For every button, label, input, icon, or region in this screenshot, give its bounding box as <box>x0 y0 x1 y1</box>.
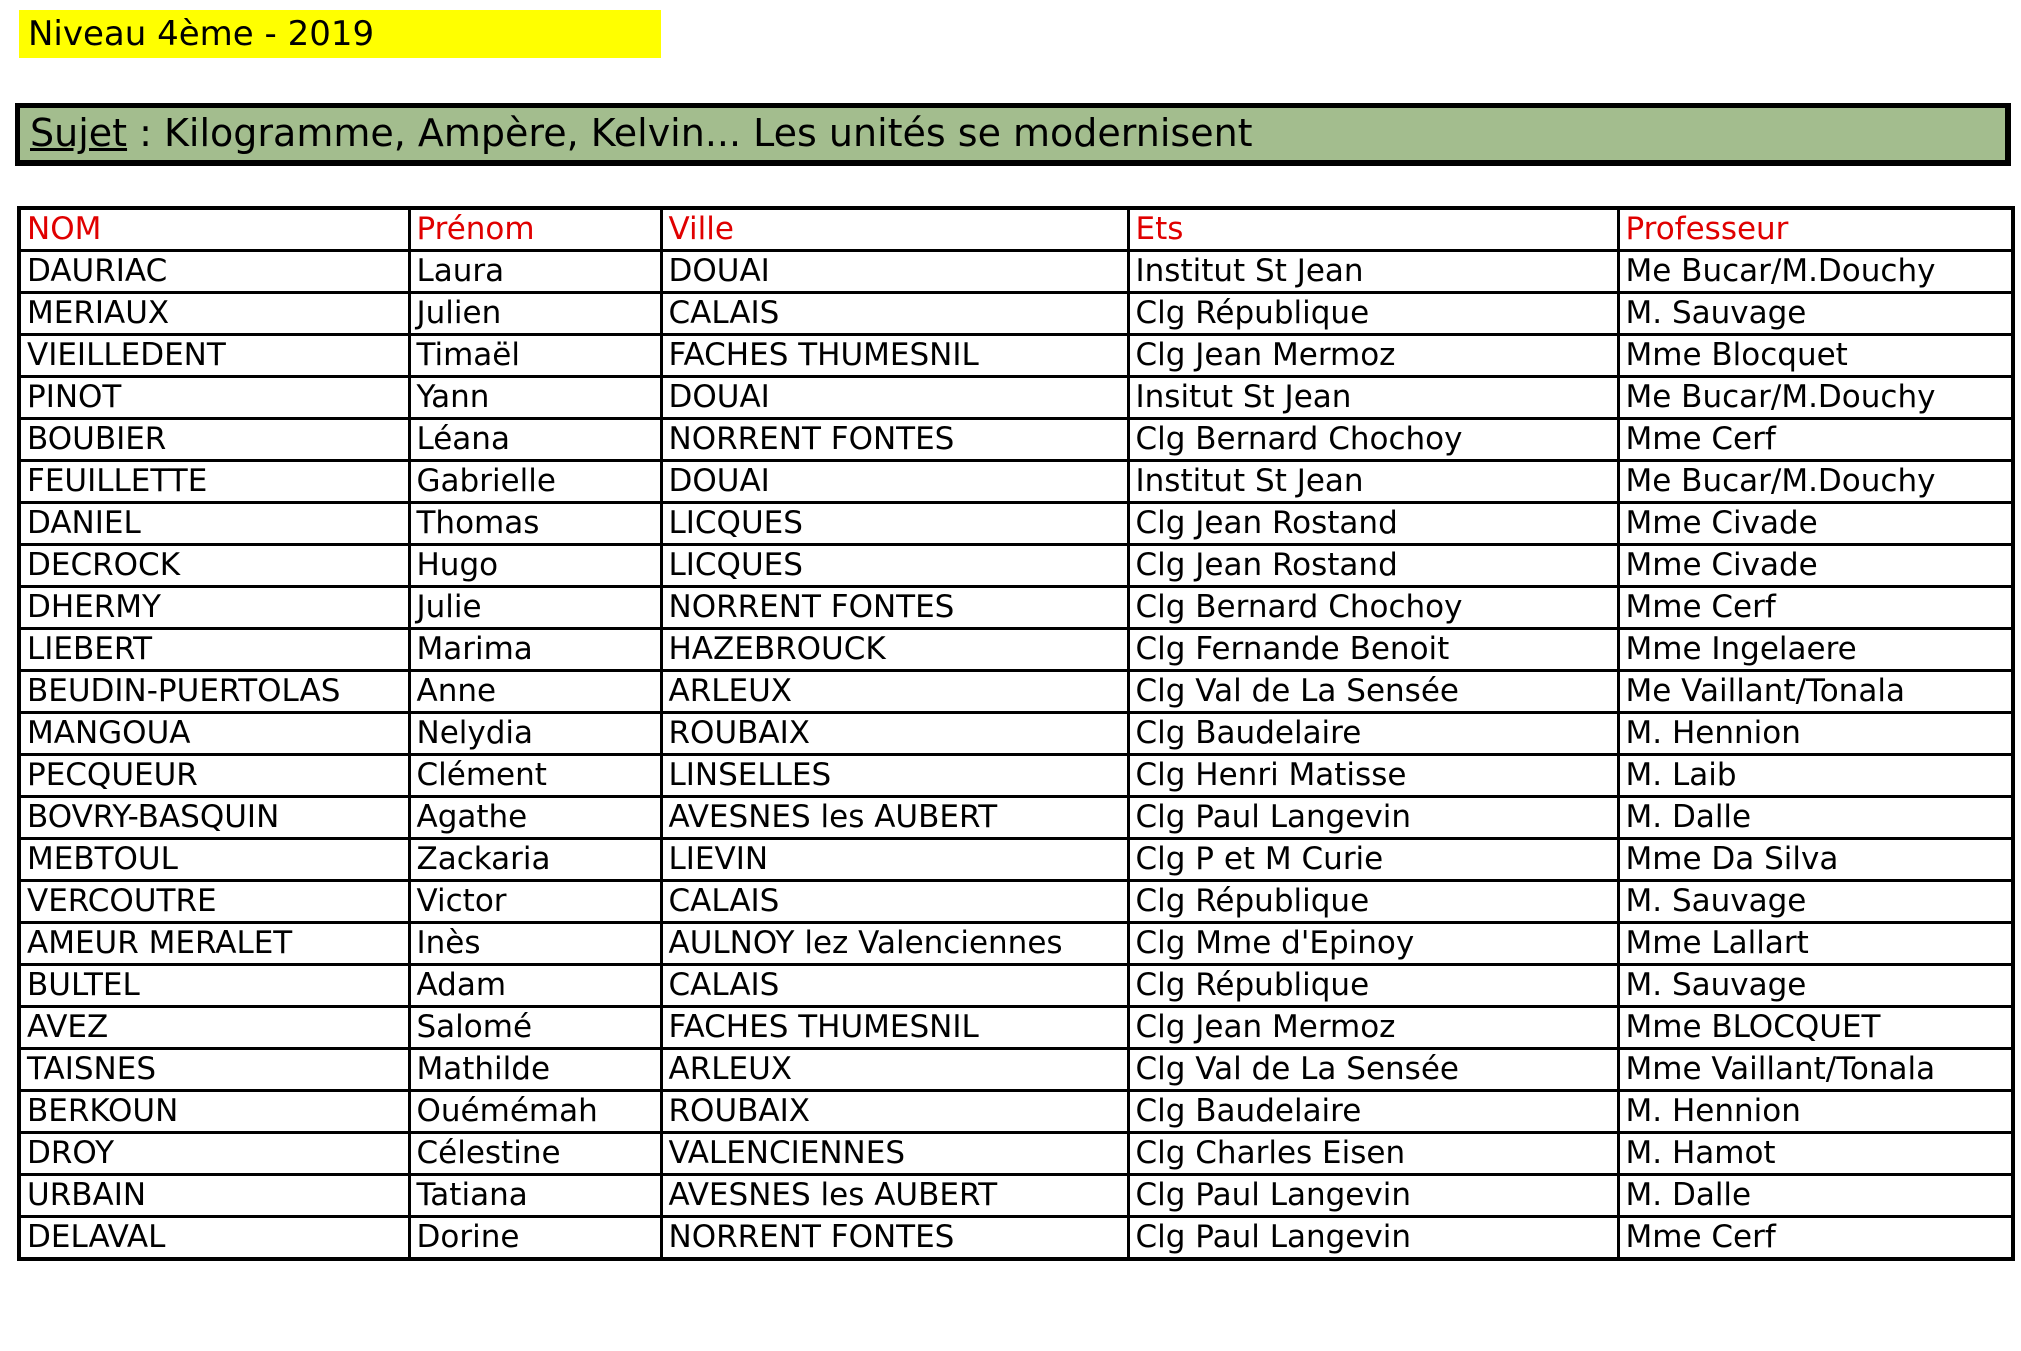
cell-ets: Insitut St Jean <box>1128 377 1618 419</box>
cell-prenom: Ouémémah <box>409 1091 661 1133</box>
cell-ets: Clg République <box>1128 881 1618 923</box>
table-row <box>19 1175 2013 1217</box>
cell-professeur: M. Hennion <box>1618 1091 2013 1133</box>
cell-prenom: Julien <box>409 293 661 335</box>
cell-professeur: Mme Civade <box>1618 503 2013 545</box>
subject-banner <box>15 103 2011 166</box>
cell-ets: Clg Paul Langevin <box>1128 1217 1618 1260</box>
table-header-row <box>19 208 2013 251</box>
cell-ets: Clg Jean Rostand <box>1128 545 1618 587</box>
cell-prenom: Yann <box>409 377 661 419</box>
cell-nom: BOUBIER <box>19 419 409 461</box>
cell-nom: VERCOUTRE <box>19 881 409 923</box>
cell-ets: Clg Val de La Sensée <box>1128 671 1618 713</box>
column-header-nom: NOM <box>19 208 409 251</box>
cell-ville: VALENCIENNES <box>661 1133 1128 1175</box>
cell-prenom: Laura <box>409 251 661 293</box>
cell-ville: AULNOY lez Valenciennes <box>661 923 1128 965</box>
column-header-professeur: Professeur <box>1618 208 2013 251</box>
cell-nom: VIEILLEDENT <box>19 335 409 377</box>
cell-nom: DROY <box>19 1133 409 1175</box>
cell-ets: Clg Fernande Benoit <box>1128 629 1618 671</box>
cell-ville: ARLEUX <box>661 1049 1128 1091</box>
cell-ets: Clg P et M Curie <box>1128 839 1618 881</box>
column-header-prenom: Prénom <box>409 208 661 251</box>
cell-ville: LIEVIN <box>661 839 1128 881</box>
cell-professeur: M. Sauvage <box>1618 965 2013 1007</box>
cell-ville: FACHES THUMESNIL <box>661 1007 1128 1049</box>
cell-ets: Clg Jean Mermoz <box>1128 335 1618 377</box>
cell-prenom: Inès <box>409 923 661 965</box>
cell-nom: AVEZ <box>19 1007 409 1049</box>
cell-professeur: M. Sauvage <box>1618 881 2013 923</box>
table-row <box>19 1049 2013 1091</box>
cell-ets: Clg Jean Mermoz <box>1128 1007 1618 1049</box>
cell-ets: Clg République <box>1128 965 1618 1007</box>
cell-professeur: M. Hennion <box>1618 713 2013 755</box>
cell-nom: BULTEL <box>19 965 409 1007</box>
table-row <box>19 965 2013 1007</box>
cell-prenom: Adam <box>409 965 661 1007</box>
cell-professeur: Me Bucar/M.Douchy <box>1618 377 2013 419</box>
cell-prenom: Célestine <box>409 1133 661 1175</box>
cell-nom: PECQUEUR <box>19 755 409 797</box>
cell-professeur: Me Bucar/M.Douchy <box>1618 251 2013 293</box>
table-row <box>19 1217 2013 1260</box>
cell-ville: DOUAI <box>661 461 1128 503</box>
table-row <box>19 629 2013 671</box>
cell-professeur: Mme Vaillant/Tonala <box>1618 1049 2013 1091</box>
cell-professeur: Mme Cerf <box>1618 419 2013 461</box>
cell-ville: ROUBAIX <box>661 713 1128 755</box>
cell-nom: DECROCK <box>19 545 409 587</box>
cell-prenom: Gabrielle <box>409 461 661 503</box>
cell-ets: Clg Paul Langevin <box>1128 797 1618 839</box>
cell-nom: PINOT <box>19 377 409 419</box>
cell-ets: Institut St Jean <box>1128 251 1618 293</box>
cell-ville: DOUAI <box>661 377 1128 419</box>
cell-professeur: Mme BLOCQUET <box>1618 1007 2013 1049</box>
cell-ets: Clg Val de La Sensée <box>1128 1049 1618 1091</box>
cell-ville: LICQUES <box>661 545 1128 587</box>
cell-prenom: Tatiana <box>409 1175 661 1217</box>
cell-nom: DHERMY <box>19 587 409 629</box>
cell-ets: Clg Bernard Chochoy <box>1128 587 1618 629</box>
cell-professeur: M. Hamot <box>1618 1133 2013 1175</box>
cell-professeur: Mme Ingelaere <box>1618 629 2013 671</box>
cell-ville: ROUBAIX <box>661 1091 1128 1133</box>
cell-prenom: Marima <box>409 629 661 671</box>
cell-prenom: Dorine <box>409 1217 661 1260</box>
cell-professeur: Mme Cerf <box>1618 587 2013 629</box>
cell-professeur: Me Bucar/M.Douchy <box>1618 461 2013 503</box>
cell-professeur: M. Sauvage <box>1618 293 2013 335</box>
table-row <box>19 587 2013 629</box>
cell-ville: AVESNES les AUBERT <box>661 1175 1128 1217</box>
cell-professeur: Me Vaillant/Tonala <box>1618 671 2013 713</box>
cell-prenom: Victor <box>409 881 661 923</box>
cell-ville: NORRENT FONTES <box>661 587 1128 629</box>
cell-professeur: Mme Cerf <box>1618 1217 2013 1260</box>
cell-ville: CALAIS <box>661 881 1128 923</box>
cell-professeur: Mme Blocquet <box>1618 335 2013 377</box>
cell-nom: URBAIN <box>19 1175 409 1217</box>
cell-prenom: Hugo <box>409 545 661 587</box>
table-row <box>19 545 2013 587</box>
cell-nom: DANIEL <box>19 503 409 545</box>
table-row <box>19 797 2013 839</box>
cell-nom: AMEUR MERALET <box>19 923 409 965</box>
cell-prenom: Salomé <box>409 1007 661 1049</box>
cell-prenom: Anne <box>409 671 661 713</box>
cell-ets: Clg Jean Rostand <box>1128 503 1618 545</box>
cell-nom: DELAVAL <box>19 1217 409 1260</box>
table-row <box>19 713 2013 755</box>
cell-nom: FEUILLETTE <box>19 461 409 503</box>
table-row <box>19 755 2013 797</box>
table-row <box>19 1007 2013 1049</box>
table-row <box>19 839 2013 881</box>
cell-ville: DOUAI <box>661 251 1128 293</box>
cell-ets: Clg Baudelaire <box>1128 1091 1618 1133</box>
cell-ville: CALAIS <box>661 293 1128 335</box>
cell-professeur: M. Dalle <box>1618 797 2013 839</box>
table-row <box>19 1091 2013 1133</box>
cell-prenom: Zackaria <box>409 839 661 881</box>
table-row <box>19 293 2013 335</box>
table-row <box>19 503 2013 545</box>
cell-nom: BERKOUN <box>19 1091 409 1133</box>
cell-nom: MANGOUA <box>19 713 409 755</box>
cell-ets: Clg Bernard Chochoy <box>1128 419 1618 461</box>
cell-ets: Clg Paul Langevin <box>1128 1175 1618 1217</box>
cell-prenom: Léana <box>409 419 661 461</box>
cell-nom: BEUDIN-PUERTOLAS <box>19 671 409 713</box>
cell-ville: NORRENT FONTES <box>661 1217 1128 1260</box>
cell-nom: DAURIAC <box>19 251 409 293</box>
cell-nom: LIEBERT <box>19 629 409 671</box>
table-row <box>19 419 2013 461</box>
cell-ville: ARLEUX <box>661 671 1128 713</box>
cell-ets: Clg Henri Matisse <box>1128 755 1618 797</box>
column-header-ville: Ville <box>661 208 1128 251</box>
cell-nom: MERIAUX <box>19 293 409 335</box>
subject-label: Sujet <box>30 111 128 155</box>
table-row <box>19 1133 2013 1175</box>
cell-prenom: Thomas <box>409 503 661 545</box>
cell-prenom: Mathilde <box>409 1049 661 1091</box>
cell-ets: Clg Baudelaire <box>1128 713 1618 755</box>
cell-ets: Clg Mme d'Epinoy <box>1128 923 1618 965</box>
cell-prenom: Timaël <box>409 335 661 377</box>
cell-ets: Clg République <box>1128 293 1618 335</box>
cell-professeur: Mme Da Silva <box>1618 839 2013 881</box>
cell-nom: TAISNES <box>19 1049 409 1091</box>
cell-ville: FACHES THUMESNIL <box>661 335 1128 377</box>
cell-ville: CALAIS <box>661 965 1128 1007</box>
column-header-ets: Ets <box>1128 208 1618 251</box>
table-row <box>19 335 2013 377</box>
cell-ville: AVESNES les AUBERT <box>661 797 1128 839</box>
table-row <box>19 923 2013 965</box>
cell-professeur: Mme Lallart <box>1618 923 2013 965</box>
level-banner: Niveau 4ème - 2019 <box>19 10 661 58</box>
table-row <box>19 881 2013 923</box>
cell-ville: NORRENT FONTES <box>661 419 1128 461</box>
cell-ets: Institut St Jean <box>1128 461 1618 503</box>
cell-ets: Clg Charles Eisen <box>1128 1133 1618 1175</box>
table-row <box>19 671 2013 713</box>
cell-prenom: Agathe <box>409 797 661 839</box>
cell-nom: MEBTOUL <box>19 839 409 881</box>
table-row <box>19 377 2013 419</box>
participants-table <box>17 206 2015 1261</box>
cell-professeur: M. Laib <box>1618 755 2013 797</box>
cell-professeur: M. Dalle <box>1618 1175 2013 1217</box>
cell-nom: BOVRY-BASQUIN <box>19 797 409 839</box>
subject-text: : Kilogramme, Ampère, Kelvin... Les unités se modernisent <box>127 111 1253 155</box>
cell-prenom: Clément <box>409 755 661 797</box>
table-row <box>19 251 2013 293</box>
cell-prenom: Julie <box>409 587 661 629</box>
cell-prenom: Nelydia <box>409 713 661 755</box>
cell-ville: HAZEBROUCK <box>661 629 1128 671</box>
table-row <box>19 461 2013 503</box>
cell-ville: LICQUES <box>661 503 1128 545</box>
cell-professeur: Mme Civade <box>1618 545 2013 587</box>
cell-ville: LINSELLES <box>661 755 1128 797</box>
